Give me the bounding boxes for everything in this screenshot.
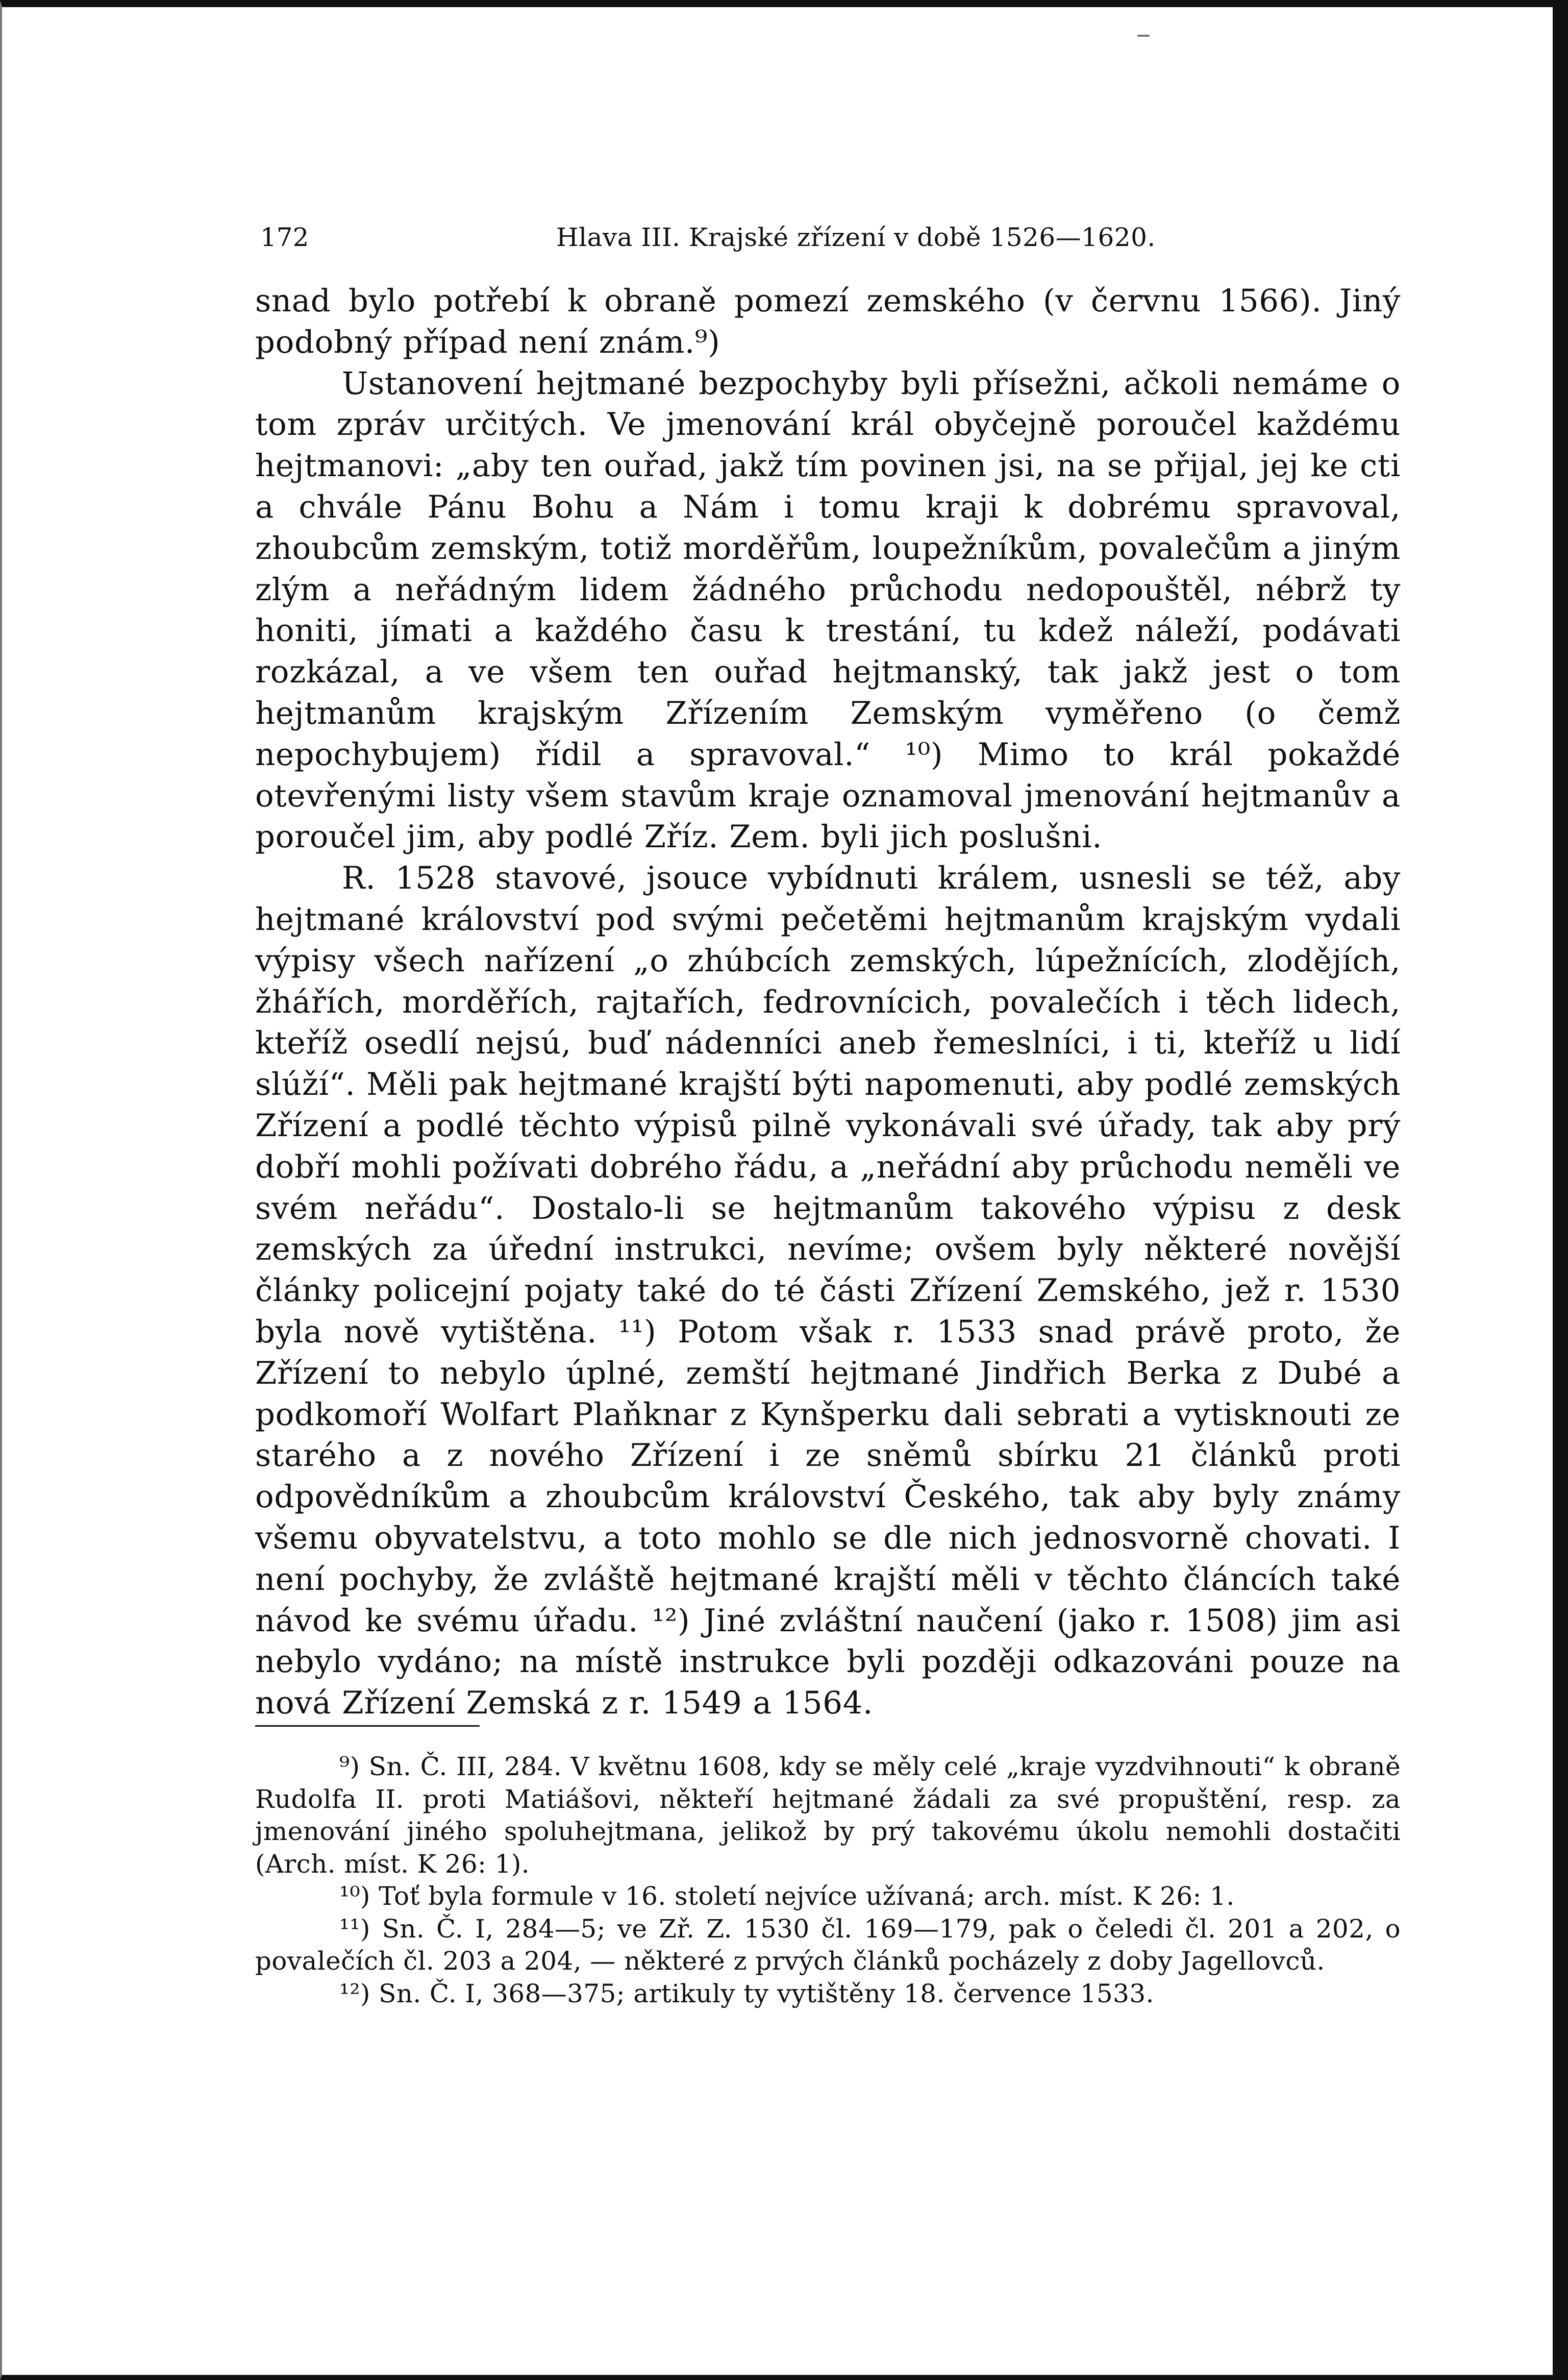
- body-paragraph: Ustanovení hejtmané bezpochyby byli přísežni, ačkoli nemáme o tom zpráv určitých. Ve jmenování král obyčejně poroučel každému hejtmanovi: „aby ten ouřad, jakž tím povinen jsi, na se přijal, jej ke cti a chvále Pánu Bohu a Nám i tomu kraji k dobrému spravoval, zhoubcům zemským, totiž morděřům, loupežníkům, povalečům a jiným zlým a neřádným lidem žádného průchodu nedopouštěl, nébrž ty honiti, jímati a každého času k trestání, tu kdež náleží, podávati rozkázal, a ve všem ten ouřad hejtmanský, tak jakž jest o tom hejtmanům krajským Zřízením Zemským vyměřeno (o čemž nepochybujem) řídil a spravoval.“ ¹⁰) Mimo to král pokaždé otevřenými listy všem stavům kraje oznamoval jmenování hejtmanův a poroučel jim, aby podlé Zříz. Zem. byli jich poslušni.: [255, 365, 1401, 855]
- body-paragraph: snad bylo potřebí k obraně pomezí zemského (v červnu 1566). Jiný podobný případ není znám.⁹): [255, 283, 1401, 360]
- body-paragraph: R. 1528 stavové, jsouce vybídnuti králem, usnesli se též, aby hejtmané království pod svými pečetěmi hejtmanům krajským vydali výpisy všech nařízení „o zhúbcích zemských, lúpežnících, zlodějích, žhářích, morděřích, rajtařích, fedrovnícich, povalečích i těch lidech, kteříž osedlí nejsú, buď nádenníci aneb řemeslníci, i ti, kteříž u lidí slúží“. Měli pak hejtmané krajští býti napomenuti, aby podlé zemských Zřízení a podlé těchto výpisů pilně vykonávali své úřady, tak aby prý dobří mohli požívati dobrého řádu, a „neřádní aby průchodu neměli ve svém neřádu“. Dostalo-li se hejtmanům takového výpisu z desk zemských za úřední instrukci, nevíme; ovšem byly některé novější články policejní pojaty také do té části Zřízení Zemského, jež r. 1530 byla nově vytištěna. ¹¹) Potom však r. 1533 snad právě proto, že Zřízení to nebylo úplné, zemští hejtmané Jindřich Berka z Dubé a podkomoří Wolfart Plaňknar z Kynšperku dali sebrati a vytisknouti ze starého a z nového Zřízení i ze sněmů sbírku 21 článků proti odpovědníkům a zhoubcům království Českého, tak aby byly známy všemu obyvatelstvu, a toto mohlo se dle nich jednosvorně chovati. I není pochyby, že zvláště hejtmané krajští měli v těchto článcích také návod ke svému úřadu. ¹²) Jiné zvláštní naučení (jako r. 1508) jim asi nebylo vydáno; na místě instrukce byli později odkazováni pouze na nová Zřízení Zemská z r. 1549 a 1564.: [255, 860, 1401, 1722]
- page-header: [260, 219, 1390, 255]
- footnotes-section: [255, 1751, 1401, 2010]
- footnote: ¹¹) Sn. Č. I, 284—5; ve Zř. Z. 1530 čl. 169—179, pak o čeledi čl. 201 a 202, o povalečích čl. 203 a 204, — některé z prvých článků pocházely z doby Jagellovců.: [255, 1913, 1401, 1976]
- footnote-divider: [255, 1725, 480, 1727]
- page-content: [255, 0, 1401, 2380]
- footnote: ¹⁰) Toť byla formule v 16. století nejvíce užívaná; arch. míst. K 26: 1.: [339, 1881, 1235, 1911]
- page-number: 172: [260, 223, 309, 252]
- footnote: ⁹) Sn. Č. III, 284. V květnu 1608, kdy se měly celé „kraje vyzdvihnouti“ k obraně Rudolfa II. proti Matiášovi, někteří hejtmané žádali za své propuštění, resp. za jmenování jiného spoluhejtmana, jelikož by prý takovému úkolu nemohli dostačiti (Arch. míst. K 26: 1).: [255, 1752, 1401, 1879]
- footnote: ¹²) Sn. Č. I, 368—375; artikuly ty vytištěny 18. července 1533.: [339, 1978, 1154, 2008]
- running-title: Hlava III. Krajské zřízení v době 1526—1620.: [556, 223, 1156, 252]
- main-text: [255, 281, 1401, 1724]
